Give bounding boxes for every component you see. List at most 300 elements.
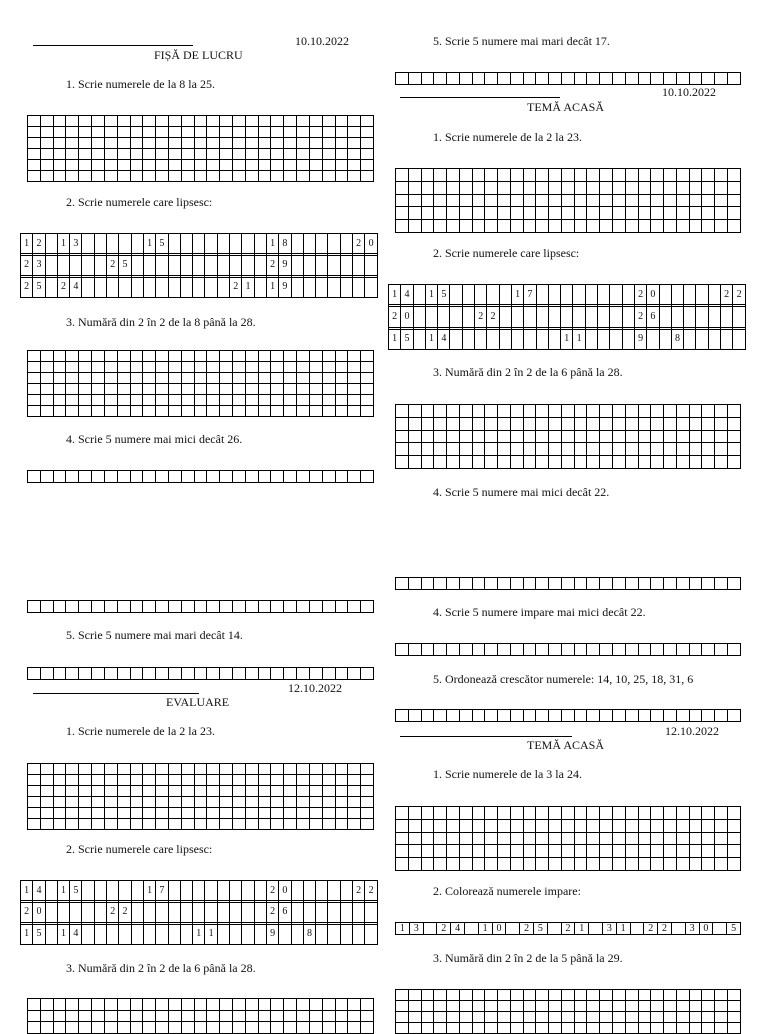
grid-cell[interactable] xyxy=(130,351,143,362)
grid-cell[interactable] xyxy=(696,307,708,327)
grid-cell[interactable] xyxy=(408,858,421,871)
grid-cell[interactable] xyxy=(279,924,291,944)
grid-cell[interactable] xyxy=(625,578,638,590)
grid-cell[interactable] xyxy=(79,384,92,395)
grid-cell[interactable] xyxy=(92,999,105,1011)
grid-cell[interactable] xyxy=(715,807,728,820)
grid-cell[interactable] xyxy=(271,116,284,127)
grid-cell[interactable] xyxy=(638,807,651,820)
grid-cell[interactable] xyxy=(536,819,549,832)
grid-cell[interactable] xyxy=(348,668,361,680)
grid-cell[interactable] xyxy=(625,1012,638,1023)
grid-cell[interactable] xyxy=(104,384,117,395)
grid-cell[interactable] xyxy=(143,149,156,160)
grid-cell[interactable] xyxy=(727,1001,740,1012)
grid-cell[interactable] xyxy=(271,127,284,138)
grid-cell[interactable] xyxy=(622,285,634,305)
grid-cell[interactable] xyxy=(143,819,156,830)
grid-cell[interactable] xyxy=(447,710,460,722)
grid-cell[interactable] xyxy=(181,471,194,483)
grid-cell[interactable] xyxy=(309,1010,322,1022)
grid-cell[interactable] xyxy=(156,999,169,1011)
grid-cell[interactable] xyxy=(194,160,207,171)
grid-cell[interactable] xyxy=(79,127,92,138)
grid-cell[interactable] xyxy=(143,127,156,138)
digit-cell[interactable]: 2 xyxy=(520,923,534,935)
grid-cell[interactable] xyxy=(254,255,266,275)
grid-cell[interactable] xyxy=(396,845,409,858)
grid-cell[interactable] xyxy=(523,220,536,233)
grid-cell[interactable] xyxy=(335,127,348,138)
grid-cell[interactable] xyxy=(220,797,233,808)
grid-cell[interactable] xyxy=(242,902,254,922)
missing-numbers-grid[interactable] xyxy=(388,284,746,350)
grid-cell[interactable] xyxy=(271,601,284,613)
grid-cell[interactable] xyxy=(194,138,207,149)
grid-cell[interactable] xyxy=(421,832,434,845)
grid-cell[interactable] xyxy=(107,881,119,901)
grid-cell[interactable] xyxy=(408,644,421,656)
grid-cell[interactable] xyxy=(727,807,740,820)
grid-cell[interactable] xyxy=(104,160,117,171)
grid-cell[interactable] xyxy=(92,471,105,483)
digit-cell[interactable]: 2 xyxy=(487,307,499,327)
grid-cell[interactable] xyxy=(258,373,271,384)
grid-cell[interactable] xyxy=(459,417,472,430)
grid-cell[interactable] xyxy=(309,819,322,830)
grid-cell[interactable] xyxy=(651,807,664,820)
grid-cell[interactable] xyxy=(715,819,728,832)
grid-cell[interactable] xyxy=(348,362,361,373)
grid-cell[interactable] xyxy=(702,194,715,207)
grid-cell[interactable] xyxy=(459,456,472,469)
grid-cell[interactable] xyxy=(309,373,322,384)
grid-cell[interactable] xyxy=(104,764,117,775)
grid-cell[interactable] xyxy=(82,234,94,254)
grid-cell[interactable] xyxy=(523,207,536,220)
grid-cell[interactable] xyxy=(625,990,638,1001)
grid-cell[interactable] xyxy=(193,255,205,275)
grid-cell[interactable] xyxy=(574,430,587,443)
digit-cell[interactable]: 8 xyxy=(671,329,683,349)
grid-cell[interactable] xyxy=(365,902,378,922)
grid-cell[interactable] xyxy=(434,405,447,418)
grid-cell[interactable] xyxy=(79,406,92,417)
grid-cell[interactable] xyxy=(689,710,702,722)
grid-cell[interactable] xyxy=(625,710,638,722)
grid-cell[interactable] xyxy=(45,881,57,901)
grid-cell[interactable] xyxy=(207,406,220,417)
grid-cell[interactable] xyxy=(638,1023,651,1034)
grid-cell[interactable] xyxy=(472,73,485,85)
grid-cell[interactable] xyxy=(689,1001,702,1012)
grid-cell[interactable] xyxy=(309,471,322,483)
grid-cell[interactable] xyxy=(727,405,740,418)
digit-cell[interactable]: 1 xyxy=(425,285,437,305)
grid-cell[interactable] xyxy=(92,127,105,138)
grid-cell[interactable] xyxy=(600,73,613,85)
grid-cell[interactable] xyxy=(297,362,310,373)
grid-cell[interactable] xyxy=(475,329,487,349)
grid-cell[interactable] xyxy=(230,924,242,944)
grid-cell[interactable] xyxy=(168,362,181,373)
grid-cell[interactable] xyxy=(207,171,220,182)
grid-cell[interactable] xyxy=(600,990,613,1001)
grid-cell[interactable] xyxy=(396,181,409,194)
grid-cell[interactable] xyxy=(727,990,740,1001)
grid-cell[interactable] xyxy=(498,710,511,722)
grid-cell[interactable] xyxy=(498,1012,511,1023)
grid-cell[interactable] xyxy=(245,471,258,483)
grid-cell[interactable] xyxy=(574,832,587,845)
digit-cell[interactable]: 3 xyxy=(685,923,699,935)
grid-cell[interactable] xyxy=(727,832,740,845)
grid-cell[interactable] xyxy=(472,845,485,858)
grid-cell[interactable] xyxy=(335,362,348,373)
grid-cell[interactable] xyxy=(207,819,220,830)
grid-cell[interactable] xyxy=(625,207,638,220)
grid-cell[interactable] xyxy=(600,1023,613,1034)
digit-cell[interactable]: 2 xyxy=(21,277,33,297)
grid-cell[interactable] xyxy=(361,797,374,808)
grid-cell[interactable] xyxy=(598,285,610,305)
grid-cell[interactable] xyxy=(664,456,677,469)
grid-cell[interactable] xyxy=(447,807,460,820)
grid-cell[interactable] xyxy=(727,220,740,233)
answer-grid[interactable] xyxy=(395,806,741,871)
grid-cell[interactable] xyxy=(715,194,728,207)
grid-cell[interactable] xyxy=(117,138,130,149)
digit-cell[interactable]: 1 xyxy=(21,881,33,901)
grid-cell[interactable] xyxy=(45,902,57,922)
grid-cell[interactable] xyxy=(130,171,143,182)
digit-cell[interactable]: 2 xyxy=(57,277,69,297)
grid-cell[interactable] xyxy=(447,417,460,430)
grid-cell[interactable] xyxy=(587,578,600,590)
grid-cell[interactable] xyxy=(434,430,447,443)
grid-cell[interactable] xyxy=(181,786,194,797)
grid-cell[interactable] xyxy=(664,207,677,220)
grid-cell[interactable] xyxy=(220,138,233,149)
grid-cell[interactable] xyxy=(499,285,511,305)
grid-cell[interactable] xyxy=(207,764,220,775)
grid-cell[interactable] xyxy=(194,1010,207,1022)
grid-cell[interactable] xyxy=(613,832,626,845)
missing-numbers-grid[interactable] xyxy=(20,233,378,298)
grid-cell[interactable] xyxy=(459,845,472,858)
grid-cell[interactable] xyxy=(130,127,143,138)
grid-cell[interactable] xyxy=(498,819,511,832)
grid-cell[interactable] xyxy=(727,845,740,858)
digit-cell[interactable]: 4 xyxy=(401,285,413,305)
grid-cell[interactable] xyxy=(220,471,233,483)
digit-cell[interactable]: 1 xyxy=(266,277,278,297)
grid-cell[interactable] xyxy=(340,255,352,275)
grid-cell[interactable] xyxy=(625,73,638,85)
grid-cell[interactable] xyxy=(220,127,233,138)
grid-cell[interactable] xyxy=(79,786,92,797)
grid-cell[interactable] xyxy=(498,832,511,845)
grid-cell[interactable] xyxy=(408,443,421,456)
grid-cell[interactable] xyxy=(664,578,677,590)
grid-cell[interactable] xyxy=(104,116,117,127)
grid-cell[interactable] xyxy=(510,417,523,430)
grid-cell[interactable] xyxy=(309,384,322,395)
grid-cell[interactable] xyxy=(574,181,587,194)
grid-cell[interactable] xyxy=(303,902,315,922)
grid-cell[interactable] xyxy=(297,149,310,160)
grid-cell[interactable] xyxy=(361,373,374,384)
grid-cell[interactable] xyxy=(638,169,651,182)
grid-cell[interactable] xyxy=(396,578,409,590)
grid-cell[interactable] xyxy=(510,832,523,845)
grid-cell[interactable] xyxy=(587,819,600,832)
grid-cell[interactable] xyxy=(498,194,511,207)
digit-cell[interactable]: 0 xyxy=(365,234,378,254)
grid-cell[interactable] xyxy=(322,775,335,786)
grid-cell[interactable] xyxy=(258,819,271,830)
grid-cell[interactable] xyxy=(549,456,562,469)
grid-cell[interactable] xyxy=(676,456,689,469)
grid-cell[interactable] xyxy=(659,307,671,327)
grid-cell[interactable] xyxy=(702,644,715,656)
grid-cell[interactable] xyxy=(220,668,233,680)
grid-cell[interactable] xyxy=(207,808,220,819)
grid-cell[interactable] xyxy=(107,277,119,297)
grid-cell[interactable] xyxy=(284,160,297,171)
grid-cell[interactable] xyxy=(510,220,523,233)
grid-cell[interactable] xyxy=(207,149,220,160)
grid-cell[interactable] xyxy=(638,405,651,418)
grid-cell[interactable] xyxy=(92,362,105,373)
grid-cell[interactable] xyxy=(498,845,511,858)
grid-cell[interactable] xyxy=(233,819,246,830)
grid-cell[interactable] xyxy=(316,924,328,944)
grid-cell[interactable] xyxy=(498,644,511,656)
grid-cell[interactable] xyxy=(66,764,79,775)
grid-cell[interactable] xyxy=(664,169,677,182)
grid-cell[interactable] xyxy=(117,351,130,362)
grid-cell[interactable] xyxy=(600,1001,613,1012)
grid-cell[interactable] xyxy=(702,807,715,820)
grid-cell[interactable] xyxy=(651,858,664,871)
grid-cell[interactable] xyxy=(181,149,194,160)
grid-cell[interactable] xyxy=(510,430,523,443)
grid-cell[interactable] xyxy=(523,807,536,820)
grid-cell[interactable] xyxy=(408,832,421,845)
grid-cell[interactable] xyxy=(447,845,460,858)
grid-cell[interactable] xyxy=(396,456,409,469)
grid-cell[interactable] xyxy=(361,808,374,819)
grid-cell[interactable] xyxy=(610,285,622,305)
grid-cell[interactable] xyxy=(297,127,310,138)
grid-cell[interactable] xyxy=(523,430,536,443)
grid-cell[interactable] xyxy=(130,819,143,830)
grid-cell[interactable] xyxy=(498,207,511,220)
grid-cell[interactable] xyxy=(79,668,92,680)
answer-row[interactable] xyxy=(395,709,741,722)
grid-cell[interactable] xyxy=(676,417,689,430)
grid-cell[interactable] xyxy=(335,351,348,362)
grid-cell[interactable] xyxy=(233,395,246,406)
grid-cell[interactable] xyxy=(361,116,374,127)
grid-cell[interactable] xyxy=(70,255,82,275)
grid-cell[interactable] xyxy=(434,845,447,858)
grid-cell[interactable] xyxy=(408,417,421,430)
grid-cell[interactable] xyxy=(485,1023,498,1034)
grid-cell[interactable] xyxy=(53,471,66,483)
grid-cell[interactable] xyxy=(271,406,284,417)
grid-cell[interactable] xyxy=(671,923,685,935)
grid-cell[interactable] xyxy=(625,1001,638,1012)
grid-cell[interactable] xyxy=(194,999,207,1011)
grid-cell[interactable] xyxy=(322,127,335,138)
grid-cell[interactable] xyxy=(348,373,361,384)
grid-cell[interactable] xyxy=(348,819,361,830)
grid-cell[interactable] xyxy=(638,456,651,469)
digit-cell[interactable]: 1 xyxy=(57,234,69,254)
grid-cell[interactable] xyxy=(574,169,587,182)
grid-cell[interactable] xyxy=(348,149,361,160)
grid-cell[interactable] xyxy=(130,373,143,384)
grid-cell[interactable] xyxy=(92,819,105,830)
digit-cell[interactable]: 1 xyxy=(575,923,589,935)
digit-cell[interactable]: 5 xyxy=(401,329,413,349)
grid-cell[interactable] xyxy=(40,406,53,417)
grid-cell[interactable] xyxy=(421,710,434,722)
grid-cell[interactable] xyxy=(130,601,143,613)
grid-cell[interactable] xyxy=(245,775,258,786)
grid-cell[interactable] xyxy=(335,149,348,160)
grid-cell[interactable] xyxy=(258,138,271,149)
digit-cell[interactable]: 5 xyxy=(33,277,45,297)
grid-cell[interactable] xyxy=(66,999,79,1011)
grid-cell[interactable] xyxy=(143,902,155,922)
grid-cell[interactable] xyxy=(45,277,57,297)
grid-cell[interactable] xyxy=(104,127,117,138)
grid-cell[interactable] xyxy=(180,255,192,275)
grid-cell[interactable] xyxy=(638,578,651,590)
grid-cell[interactable] xyxy=(194,127,207,138)
grid-cell[interactable] xyxy=(104,819,117,830)
grid-cell[interactable] xyxy=(647,329,659,349)
grid-cell[interactable] xyxy=(574,858,587,871)
grid-cell[interactable] xyxy=(217,881,229,901)
grid-cell[interactable] xyxy=(549,405,562,418)
grid-cell[interactable] xyxy=(727,1023,740,1034)
grid-cell[interactable] xyxy=(40,786,53,797)
grid-cell[interactable] xyxy=(205,277,217,297)
grid-cell[interactable] xyxy=(322,384,335,395)
grid-cell[interactable] xyxy=(297,786,310,797)
grid-cell[interactable] xyxy=(447,1001,460,1012)
grid-cell[interactable] xyxy=(107,924,119,944)
answer-grid[interactable] xyxy=(27,998,374,1034)
grid-cell[interactable] xyxy=(156,116,169,127)
grid-cell[interactable] xyxy=(689,181,702,194)
grid-cell[interactable] xyxy=(303,234,315,254)
grid-cell[interactable] xyxy=(396,169,409,182)
grid-cell[interactable] xyxy=(107,234,119,254)
grid-cell[interactable] xyxy=(130,149,143,160)
grid-cell[interactable] xyxy=(651,417,664,430)
grid-cell[interactable] xyxy=(309,406,322,417)
grid-cell[interactable] xyxy=(523,417,536,430)
grid-cell[interactable] xyxy=(396,807,409,820)
grid-cell[interactable] xyxy=(92,351,105,362)
grid-cell[interactable] xyxy=(715,417,728,430)
grid-cell[interactable] xyxy=(66,160,79,171)
grid-cell[interactable] xyxy=(271,171,284,182)
grid-cell[interactable] xyxy=(727,1012,740,1023)
grid-cell[interactable] xyxy=(523,1023,536,1034)
grid-cell[interactable] xyxy=(536,220,549,233)
grid-cell[interactable] xyxy=(220,351,233,362)
grid-cell[interactable] xyxy=(421,430,434,443)
grid-cell[interactable] xyxy=(485,819,498,832)
grid-cell[interactable] xyxy=(498,181,511,194)
grid-cell[interactable] xyxy=(506,923,520,935)
grid-cell[interactable] xyxy=(459,1023,472,1034)
grid-cell[interactable] xyxy=(659,329,671,349)
grid-cell[interactable] xyxy=(245,1010,258,1022)
grid-cell[interactable] xyxy=(328,277,340,297)
grid-cell[interactable] xyxy=(309,775,322,786)
digit-cell[interactable]: 7 xyxy=(524,285,536,305)
grid-cell[interactable] xyxy=(40,384,53,395)
grid-cell[interactable] xyxy=(316,277,328,297)
grid-cell[interactable] xyxy=(664,181,677,194)
grid-cell[interactable] xyxy=(28,786,41,797)
grid-cell[interactable] xyxy=(335,601,348,613)
grid-cell[interactable] xyxy=(651,405,664,418)
grid-cell[interactable] xyxy=(485,456,498,469)
grid-cell[interactable] xyxy=(536,181,549,194)
grid-cell[interactable] xyxy=(510,405,523,418)
grid-cell[interactable] xyxy=(408,1023,421,1034)
grid-cell[interactable] xyxy=(168,255,180,275)
answer-grid[interactable] xyxy=(27,115,374,182)
grid-cell[interactable] xyxy=(689,417,702,430)
grid-cell[interactable] xyxy=(181,797,194,808)
grid-cell[interactable] xyxy=(715,207,728,220)
grid-cell[interactable] xyxy=(40,149,53,160)
grid-cell[interactable] xyxy=(361,395,374,406)
grid-cell[interactable] xyxy=(462,329,474,349)
grid-cell[interactable] xyxy=(322,362,335,373)
grid-cell[interactable] xyxy=(689,73,702,85)
grid-cell[interactable] xyxy=(309,764,322,775)
grid-cell[interactable] xyxy=(130,471,143,483)
grid-cell[interactable] xyxy=(245,116,258,127)
grid-cell[interactable] xyxy=(104,138,117,149)
grid-cell[interactable] xyxy=(702,405,715,418)
grid-cell[interactable] xyxy=(79,764,92,775)
grid-cell[interactable] xyxy=(181,764,194,775)
grid-cell[interactable] xyxy=(168,819,181,830)
digit-cell[interactable]: 7 xyxy=(156,881,168,901)
digit-cell[interactable]: 9 xyxy=(634,329,646,349)
grid-cell[interactable] xyxy=(651,832,664,845)
digit-cell[interactable]: 2 xyxy=(365,881,378,901)
grid-cell[interactable] xyxy=(498,220,511,233)
grid-cell[interactable] xyxy=(117,384,130,395)
grid-cell[interactable] xyxy=(625,644,638,656)
grid-cell[interactable] xyxy=(702,819,715,832)
grid-cell[interactable] xyxy=(408,819,421,832)
answer-row[interactable] xyxy=(27,470,374,483)
grid-cell[interactable] xyxy=(708,307,720,327)
